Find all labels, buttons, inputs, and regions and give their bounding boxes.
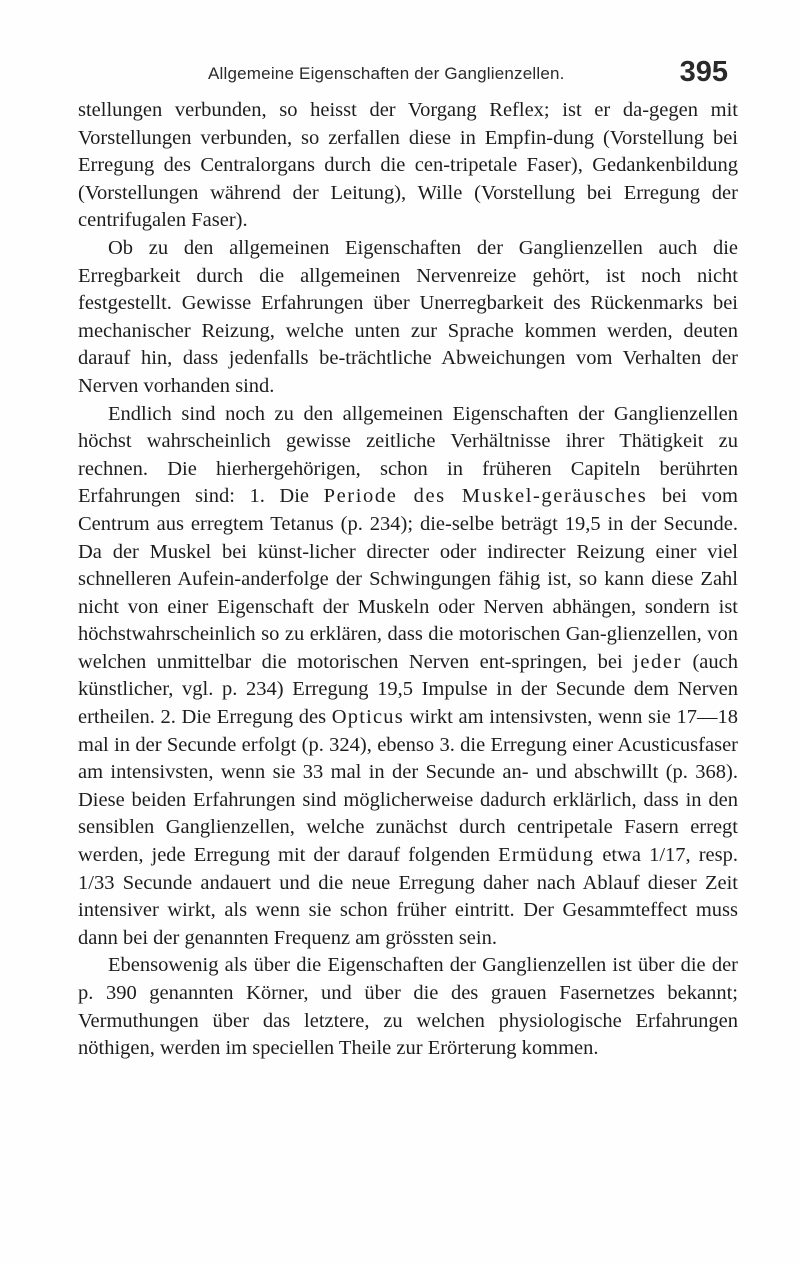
running-head — [78, 58, 728, 92]
emphasis-opticus: Opticus — [331, 706, 404, 729]
paragraph-3-text: bei vom Centrum aus erregtem Tetanus (p. 234); die-selbe beträgt 19,5 in der Secunde. Da der Muskel bei künst-licher directer oder indirecter Reizung einer viel schnelleren Aufein-anderfolge der Schwingungen fähig ist, so kann diese Zahl nicht von einer Eigenschaft der Muskeln oder Nerven abhängen, sondern ist höchstwahrscheinlich so zu erklären, dass die motorischen Gan-glienzellen, von welchen unmittelbar die motorischen Nerven ent-springen, bei — [78, 485, 738, 673]
paragraph-3 — [78, 401, 738, 953]
emphasis-jeder: jeder — [633, 650, 683, 673]
paragraph-3-text: Secunde andauert und die neue Erregung daher nach Ablauf dieser Zeit intensiver wirkt, als wenn sie schon früher eintritt. Der Gesammteffect muss dann bei der genannten Frequenz am grössten sein. — [78, 871, 738, 949]
paragraph-3-text: , resp. — [685, 844, 738, 867]
paragraph-3-text: wirkt am intensivsten, wenn sie 17—18 mal in der Secunde erfolgt (p. 324), ebenso 3. die Erregung einer Acusticusfaser am intensivsten, wenn sie 33 mal in der Secunde an- und abschwillt (p. 368). Diese beiden Erfahrungen sind möglicherweise dadurch erklärlich, dass in den sensiblen Ganglienzellen, welche zunächst durch centripetale Fasern erregt werden, jede Erregung mit der darauf folgenden — [78, 706, 738, 867]
paragraph-3-text: Endlich sind noch zu den allgemeinen Eigenschaften der Ganglienzellen höchst wahrscheinlich gewisse zeitliche Verhältnisse ihrer Thätigkeit zu rechnen. Die hierhergehörigen, schon in früheren Capiteln berührten Erfahrungen sind: 1. Die — [78, 402, 738, 508]
paragraph-2: Ob zu den allgemeinen Eigenschaften der Ganglienzellen auch die Erregbarkeit durch die allgemeinen Nervenreize gehört, ist noch nicht festgestellt. Gewisse Erfahrungen über Unerregbarkeit des Rückenmarks bei mechanischer Reizung, welche unten zur Sprache kommen werden, deuten darauf hin, dass jedenfalls be-trächtliche Abweichungen vom Verhalten der Nerven vorhanden sind. — [78, 236, 738, 397]
paragraph-1: stellungen verbunden, so heisst der Vorgang Reflex; ist er da-gegen mit Vorstellungen verbunden, so zerfallen diese in Empfin-dung (Vorstellung bei Erregung des Centralorgans durch die cen-tripetale Faser), Gedankenbildung (Vorstellungen während der Leitung), Wille (Vorstellung bei Erregung der centrifugalen Faser). — [78, 99, 738, 232]
emphasis-ermuedung: Ermüdung — [498, 844, 595, 867]
emphasis-muskelgeraeusch: Periode des Muskel-geräusches — [323, 485, 648, 508]
paragraph-3-text: etwa — [594, 844, 650, 867]
page-number: 395 — [679, 56, 728, 88]
fraction-one-thirtythird: 1/33 — [78, 871, 115, 894]
paragraph-3-text: (auch künstlicher, vgl. p. 234) Erregung 19,5 Impulse in der Secunde dem Nerven ertheilen. 2. Die Erregung des — [78, 650, 738, 729]
fraction-one-seventeenth: 1/17 — [649, 844, 686, 867]
running-title: Allgemeine Eigenschaften der Ganglienzellen. — [208, 64, 565, 83]
paragraph-4: Ebensowenig als über die Eigenschaften der Ganglienzellen ist über die der p. 390 genannten Körner, und über die des grauen Fasernetzes bekannt; Vermuthungen über das letztere, zu welchen physiologische Erfahrungen nöthigen, werden im speciellen Theile zur Erörterung kommen. — [78, 954, 738, 1060]
body-text — [78, 97, 738, 1063]
